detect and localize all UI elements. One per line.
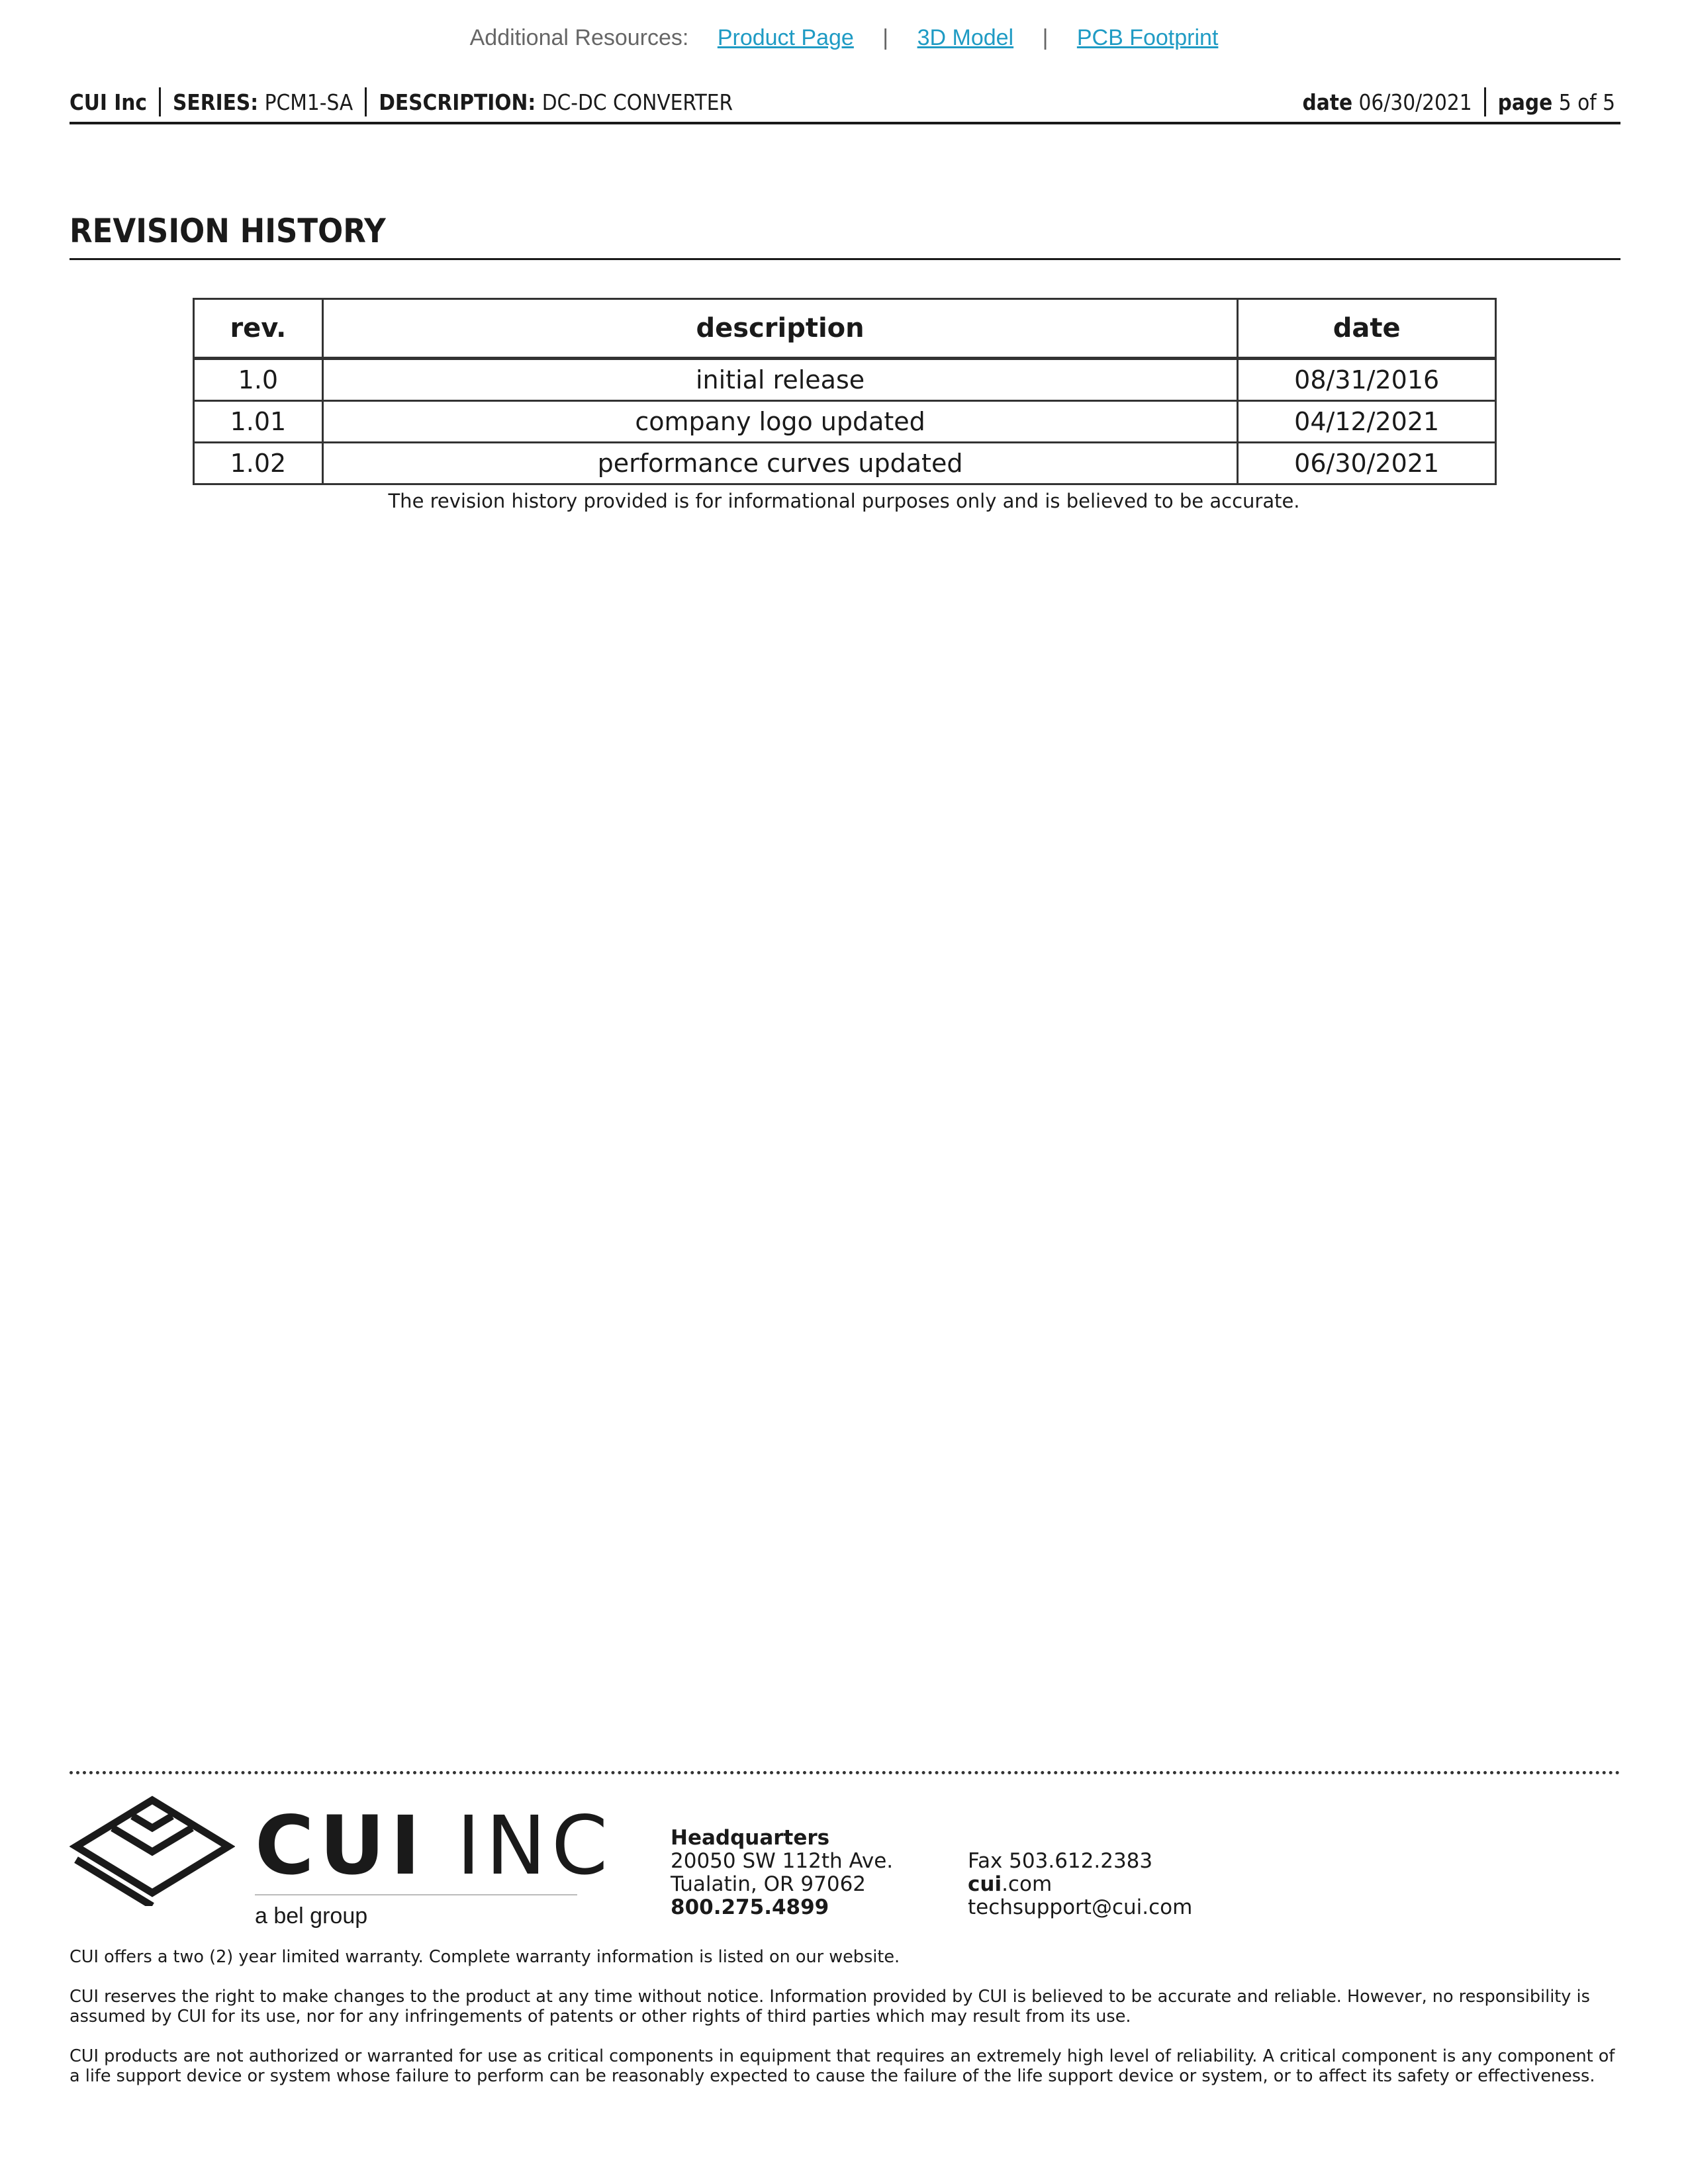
hq-address-line2: Tualatin, OR 97062	[671, 1872, 867, 1896]
revision-note: The revision history provided is for informational purposes only and is believed to be accurate.	[388, 490, 1300, 512]
legal-text	[70, 1947, 1620, 2106]
resources-label: Additional Resources:	[469, 25, 689, 50]
cell-rev: 1.0	[194, 359, 323, 401]
support-email[interactable]: techsupport@cui.com	[968, 1895, 1193, 1919]
pcb-footprint-link[interactable]: PCB Footprint	[1076, 25, 1219, 50]
disclaimer-paragraph: CUI reserves the right to make changes to the product at any time without notice. Information provided by CUI is believed to be accurate and reliable. However, no responsibility is assumed by CUI for its use, nor for any infringements of patents or other rights of third parties which may result from its use.	[70, 1987, 1590, 2026]
additional-resources	[0, 25, 1688, 51]
column-header-date: date	[1238, 299, 1496, 359]
warranty-paragraph: CUI offers a two (2) year limited warranty. Complete warranty information is listed on our website.	[70, 1947, 900, 1967]
logo-rule	[255, 1894, 577, 1895]
logo-subtitle: a bel group	[255, 1903, 368, 1929]
header-company: CUI Inc	[70, 89, 148, 115]
header-date: 06/30/2021	[1358, 89, 1472, 115]
cui-logo-wordmark	[255, 1799, 614, 1893]
3d-model-link[interactable]: 3D Model	[917, 25, 1014, 50]
header-date-label: date	[1302, 89, 1353, 115]
cell-description: performance curves updated	[322, 443, 1238, 484]
website-bold: cui	[968, 1872, 1002, 1896]
hq-phone: 800.275.4899	[671, 1895, 829, 1919]
cell-date: 08/31/2016	[1238, 359, 1496, 401]
table-row	[194, 401, 1496, 443]
cell-date: 06/30/2021	[1238, 443, 1496, 484]
cell-date: 04/12/2021	[1238, 401, 1496, 443]
contact-block	[968, 1850, 1192, 1919]
table-header-row	[194, 299, 1496, 359]
footer-divider	[70, 1771, 1620, 1774]
header-left	[70, 87, 733, 116]
header-series: PCM1-SA	[264, 89, 353, 115]
header-description: DC-DC CONVERTER	[541, 89, 733, 115]
critical-use-paragraph: CUI products are not authorized or warranted for use as critical components in equipment that requires an extremely high level of reliability. A critical component is any component of a life support device or system whose failure to perform can be reasonably expected to cause the failure of the life support device or system, or to affect its safety or effectiveness.	[70, 2046, 1615, 2086]
fax-number: Fax 503.612.2383	[968, 1849, 1153, 1873]
header-right	[1302, 87, 1615, 116]
table-row	[194, 359, 1496, 401]
header-series-label: SERIES:	[173, 89, 259, 115]
product-page-link[interactable]: Product Page	[717, 25, 854, 50]
header-description-label: DESCRIPTION:	[379, 89, 536, 115]
logo-light-text: INC	[456, 1799, 614, 1893]
header-divider	[1484, 87, 1486, 116]
website-link[interactable]	[968, 1872, 1052, 1896]
column-header-description: description	[322, 299, 1238, 359]
resources-separator: |	[1042, 25, 1049, 50]
revision-table	[193, 298, 1497, 485]
table-row	[194, 443, 1496, 484]
hq-address-line1: 20050 SW 112th Ave.	[671, 1849, 894, 1873]
section-title: REVISION HISTORY	[70, 212, 1620, 260]
cell-rev: 1.02	[194, 443, 323, 484]
page-header	[70, 86, 1620, 124]
cell-description: initial release	[322, 359, 1238, 401]
header-divider	[159, 87, 161, 116]
cell-description: company logo updated	[322, 401, 1238, 443]
header-divider	[365, 87, 367, 116]
website-rest: .com	[1002, 1872, 1053, 1896]
headquarters-block	[671, 1827, 893, 1919]
column-header-rev: rev.	[194, 299, 323, 359]
cui-logo-icon	[70, 1794, 235, 1906]
hq-title: Headquarters	[671, 1826, 830, 1850]
logo-bold-text: CUI	[255, 1799, 426, 1893]
header-page: 5 of 5	[1558, 89, 1615, 115]
header-page-label: page	[1497, 89, 1553, 115]
resources-separator: |	[882, 25, 889, 50]
cell-rev: 1.01	[194, 401, 323, 443]
